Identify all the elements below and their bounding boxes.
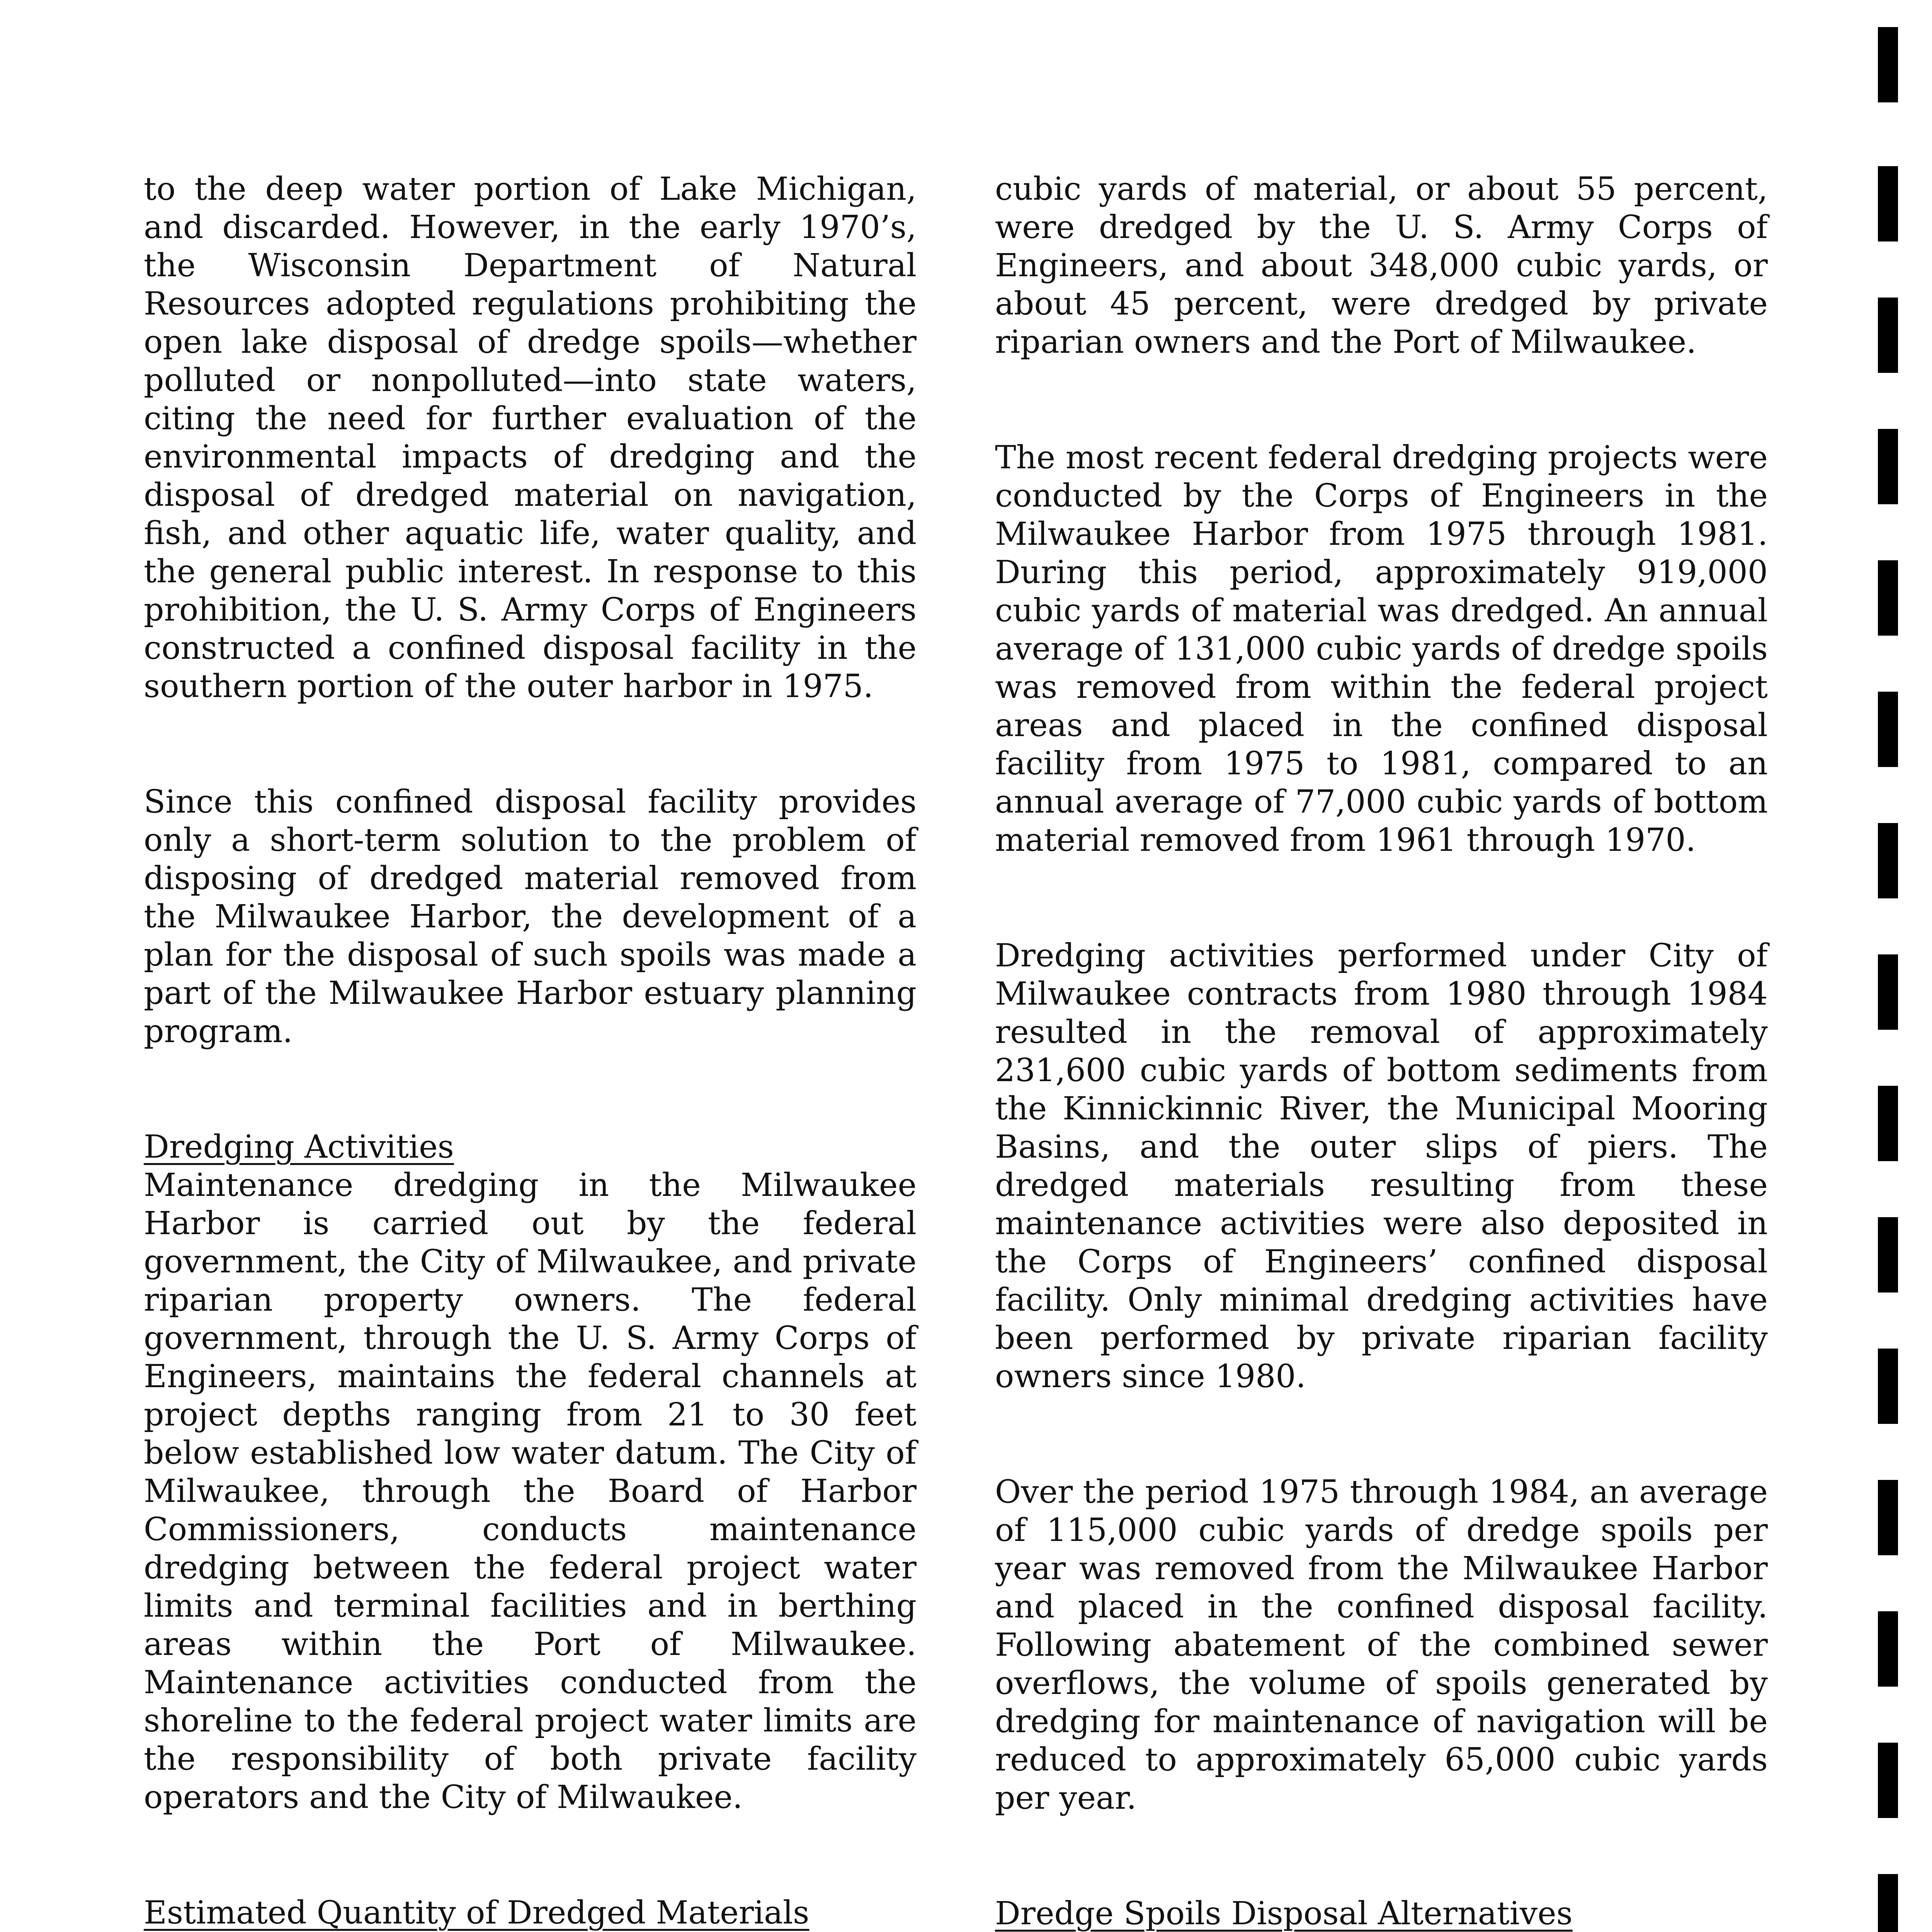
binding-mark xyxy=(1878,954,1898,1030)
binding-mark xyxy=(1878,166,1898,242)
binding-mark xyxy=(1878,1743,1898,1818)
section-heading: Estimated Quantity of Dredged Materials xyxy=(144,1895,810,1931)
section-estimated-quantity xyxy=(144,1894,917,1932)
binding-mark xyxy=(1878,1874,1898,1932)
section-heading: Dredging Activities xyxy=(144,1129,454,1165)
section-dredging-activities xyxy=(144,1128,917,1816)
binding-mark xyxy=(1878,692,1898,767)
paragraph: The most recent federal dredging projects were conducted by the Corps of Engineers in the Milwaukee Harbor from 1975 through 1981. During this period, approximately 919,000 cubic yards of material was dredged. An annual average of 131,000 cubic yards of dredge spoils was removed from within the federal project areas and placed in the confined disposal facility from 1975 to 1981, compared to an annual average of 77,000 cubic yards of bottom material removed from 1961 through 1970. xyxy=(995,439,1768,859)
binding-mark xyxy=(1878,1349,1898,1424)
binding-mark xyxy=(1878,298,1898,373)
paragraph: cubic yards of material, or about 55 percent, were dredged by the U. S. Army Corps of Engineers, and about 348,000 cubic yards, or about 45 percent, were dredged by private riparian owners and the Port of Milwaukee. xyxy=(995,171,1768,361)
binding-mark xyxy=(1878,1611,1898,1687)
binding-mark xyxy=(1878,1217,1898,1293)
right-column xyxy=(995,170,1768,1932)
paragraph: Maintenance dredging in the Milwaukee Harbor is carried out by the federal government, the City of Milwaukee, and private riparian property owners. The federal government, through the U. S. Army Corps of Engineers, maintains the federal channels at project depths ranging from 21 to 30 feet below established low water datum. The City of Milwaukee, through the Board of Harbor Commissioners, conducts maintenance dredging between the federal project water limits and terminal facilities and in berthing areas within the Port of Milwaukee. Maintenance activities conducted from the shoreline to the federal project water limits are the responsibility of both private facility operators and the City of Milwaukee. xyxy=(144,1167,917,1816)
section-disposal-alternatives xyxy=(995,1895,1768,1932)
binding-mark xyxy=(1878,1086,1898,1161)
paragraph: to the deep water portion of Lake Michigan, and discarded. However, in the early 1970’s, the Wisconsin Department of Natural Resources adopted regulations prohibiting the open lake disposal of dredge spoils—whether polluted or nonpolluted—into state waters, citing the need for further evaluation of the environmental impacts of dredging and the disposal of dredged material on navigation, fish, and other aquatic life, water quality, and the general public interest. In response to this prohibition, the U. S. Army Corps of Engineers constructed a confined disposal facility in the southern portion of the outer harbor in 1975. xyxy=(144,171,917,705)
binding-mark xyxy=(1878,560,1898,636)
binding-mark xyxy=(1878,823,1898,898)
binding-mark xyxy=(1878,429,1898,504)
left-column xyxy=(144,170,917,1932)
paragraph: Dredging activities performed under City of Milwaukee contracts from 1980 through 1984 resulted in the removal of approximately 231,600 cubic yards of bottom sediments from the Kinnickinnic River, the Municipal Mooring Basins, and the outer slips of piers. The dredged materials resulting from these maintenance activities were also deposited in the Corps of Engineers’ confined disposal facility. Only minimal dredging activities have been performed by private riparian facility owners since 1980. xyxy=(995,937,1768,1395)
paragraph: Over the period 1975 through 1984, an average of 115,000 cubic yards of dredge spoils per year was removed from the Milwaukee Harbor and placed in the confined disposal facility. Following abatement of the combined sewer overflows, the volume of spoils generated by dredging for maintenance of navigation will be reduced to approximately 65,000 cubic yards per year. xyxy=(995,1474,1768,1816)
section-heading: Dredge Spoils Disposal Alternatives xyxy=(995,1895,1573,1932)
paragraph: Since this confined disposal facility provides only a short-term solution to the problem of disposing of dredged material removed from the Milwaukee Harbor, the development of a plan for the disposal of such spoils was made a part of the Milwaukee Harbor estuary planning program. xyxy=(144,784,917,1050)
binding-mark xyxy=(1878,27,1898,102)
binding-mark xyxy=(1878,1480,1898,1555)
